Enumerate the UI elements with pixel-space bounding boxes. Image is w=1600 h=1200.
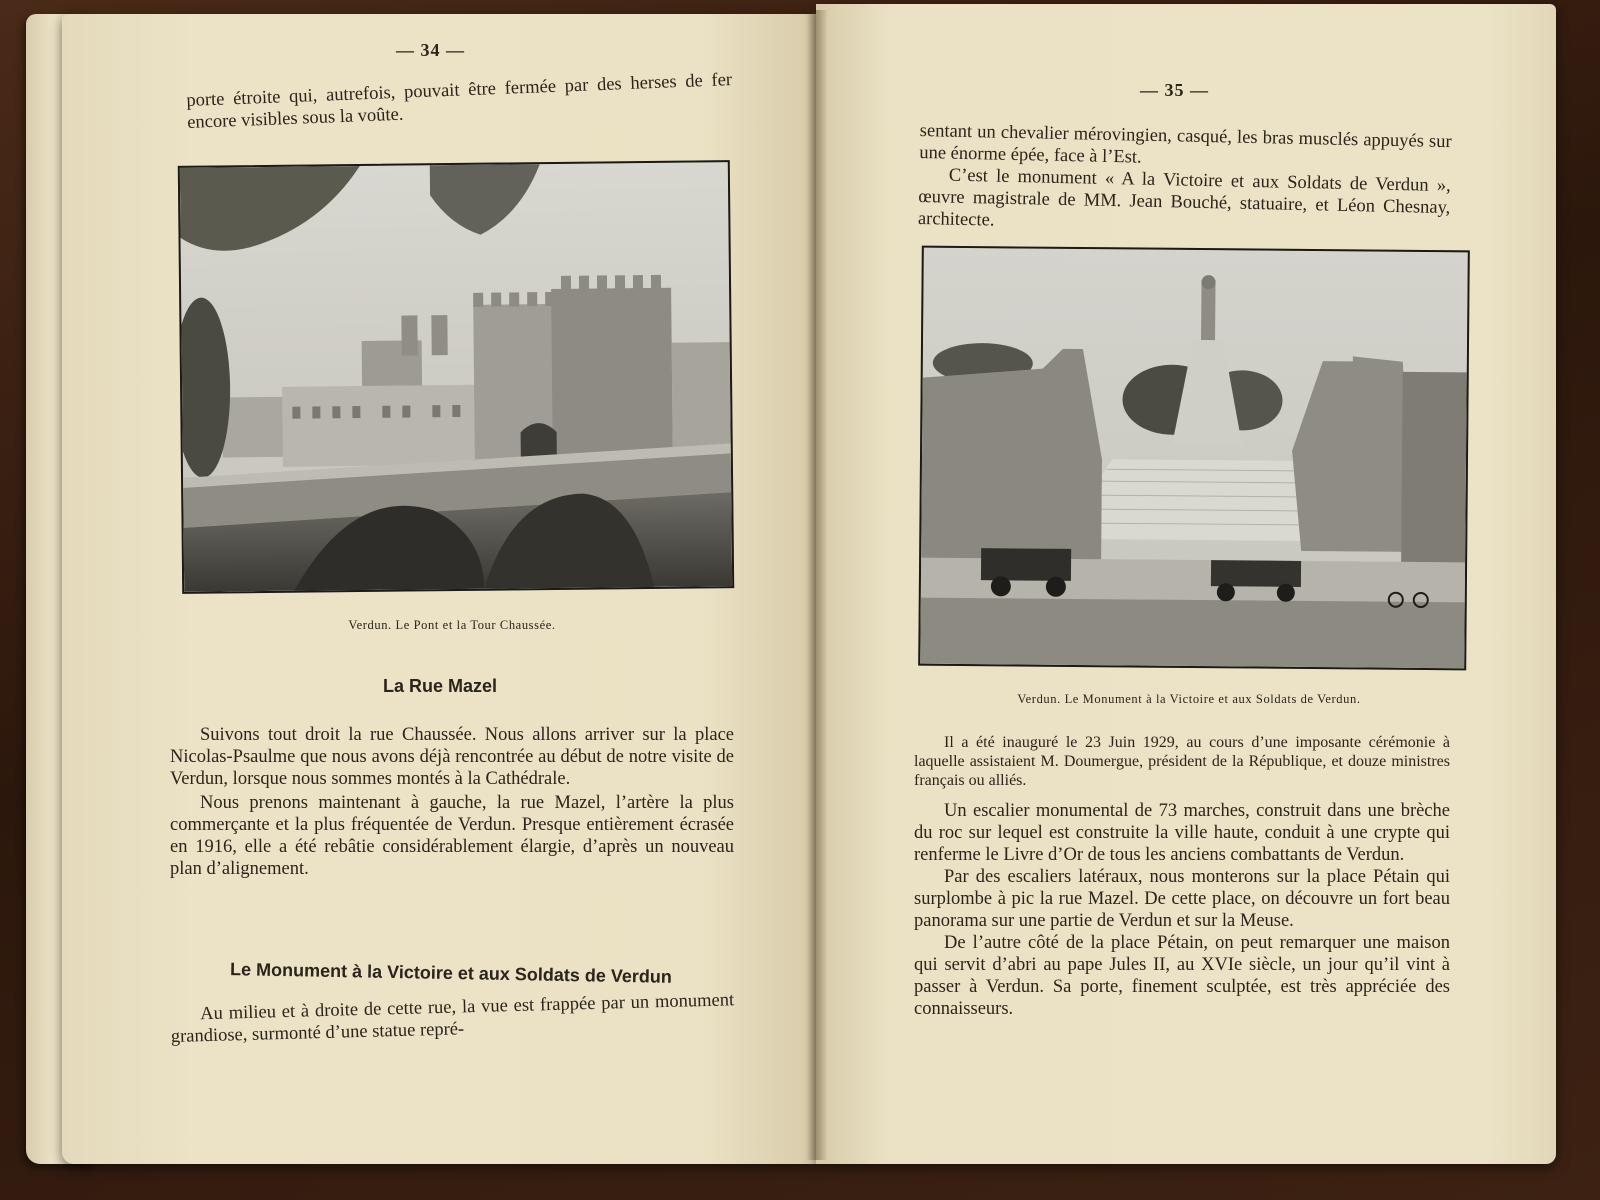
left-top-paragraph: porte étroite qui, autrefois, pouvait être fermée par des herses de fer encore visibles sous la voûte. (186, 70, 733, 133)
page-number-left: — 34 — (396, 40, 465, 60)
bridge-tower-image (180, 162, 732, 592)
book-gutter (806, 10, 828, 1160)
heading-monument-victoire: Le Monument à la Victoire et aux Soldats de Verdun (229, 959, 673, 987)
photo-monument-victoire (918, 246, 1470, 671)
right-paragraph-3: De l’autre côté de la place Pétain, on peut remarquer une maison qui servit d’abri au pape Jules II, au XVIe siècle, un jour qu’il vint à passer à Verdun. Sa porte, finement sculptée, est très appréciée des connaisseurs. (914, 933, 1450, 1019)
right-paragraph-2: Par des escaliers latéraux, nous monterons sur la place Pétain qui surplombe à pic la rue Mazel. De cette place, on découvre un fort beau panorama sur une partie de Verdun et sur la Meuse. (914, 867, 1450, 931)
left-paragraph-2: Nous prenons maintenant à gauche, la rue Mazel, l’artère la plus commerçante et la plus fréquentée de Verdun. Presque entièrement écrasée en 1916, elle a été rebâtie considérablement élargie, d’après un nouveau plan d’alignement. (170, 793, 734, 879)
right-body-block (914, 800, 1450, 1020)
left-paragraph-1: Suivons tout droit la rue Chaussée. Nous allons arriver sur la place Nicolas-Psaulme que nous avons déjà rencontrée au début de notre visite de Verdun, lorsque nous sommes montés à la Cathédrale. (170, 725, 734, 789)
left-body-block (170, 724, 734, 880)
right-top-block (918, 120, 1452, 241)
left-paragraph-3: Au milieu et à droite de cette rue, la vue est frappée par un monument grandiose, surmonté d’une statue repré- (170, 990, 735, 1047)
monument-image (920, 248, 1468, 669)
right-top-paragraph-2: C’est le monument « A la Victoire et aux Soldats de Verdun », œuvre magistrale de MM. Jean Bouché, statuaire, et Léon Chesnay, architecte. (917, 165, 1451, 231)
right-top-paragraph-1: sentant un chevalier mérovingien, casqué, les bras musclés appuyés sur une énorme épée, face à l’Est. (919, 120, 1452, 168)
left-photo-caption: Verdun. Le Pont et la Tour Chaussée. (348, 618, 556, 632)
right-paragraph-1: Un escalier monumental de 73 marches, construit dans une brèche du roc sur lequel est construite la ville haute, conduit à une crypte qui renferme le Livre d’Or de tous les anciens combattants de Verdun. (914, 801, 1450, 865)
photo-pont-tour-chaussee (178, 160, 734, 594)
right-photo-caption: Verdun. Le Monument à la Victoire et aux Soldats de Verdun. (1017, 692, 1361, 706)
heading-rue-mazel: La Rue Mazel (382, 676, 498, 696)
page-number-right: — 35 — (1140, 80, 1209, 100)
right-small-block (914, 733, 1450, 790)
right-small-paragraph: Il a été inauguré le 23 Juin 1929, au cours d’une imposante cérémonie à laquelle assistaient M. Doumergue, président de la République, et douze ministres français ou alliés. (914, 734, 1450, 789)
